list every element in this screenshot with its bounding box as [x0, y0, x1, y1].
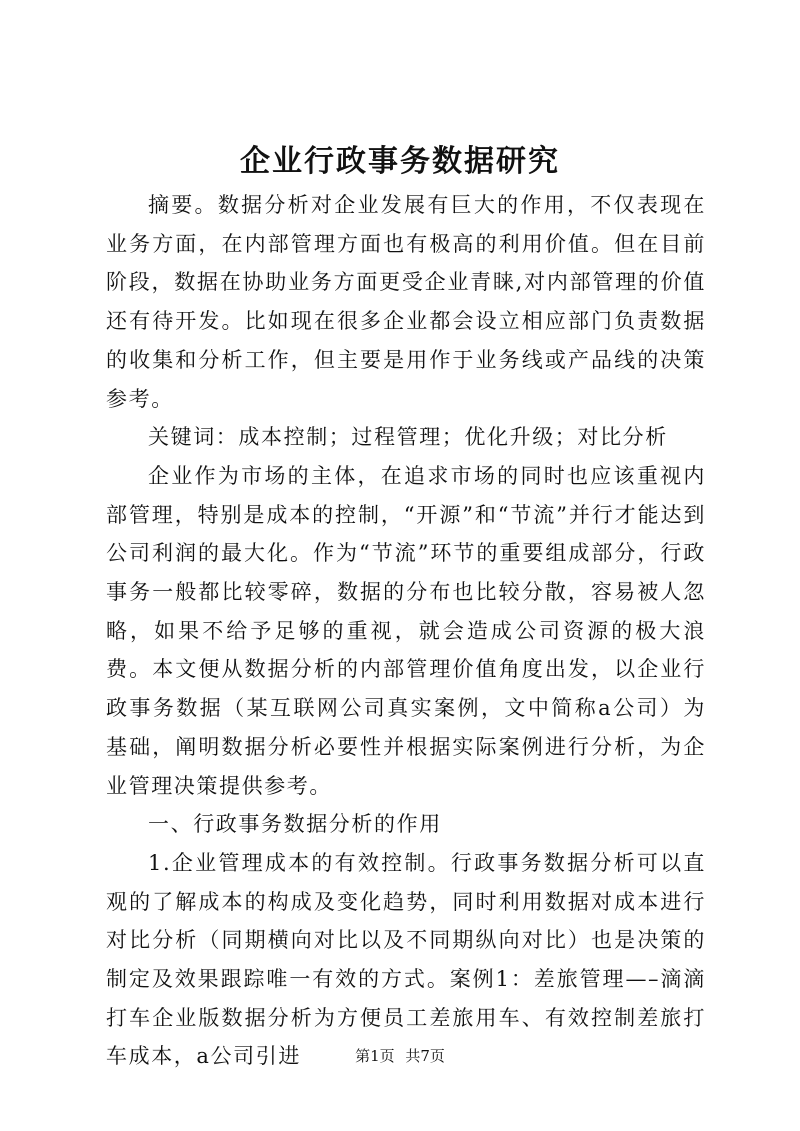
section-heading: 一、行政事务数据分析的作用 — [148, 812, 442, 837]
page-footer — [0, 1046, 800, 1066]
document-body — [106, 186, 706, 1076]
page-number: 第1页 — [355, 1047, 395, 1065]
intro-paragraph: 企业作为市场的主体，在追求市场的同时也应该重视内部管理，特别是成本的控制，“开源”和“节流”并行才能达到公司利润的最大化。作为“节流”环节的重要组成部分，行政事务一般都比较零碎，数据的分布也比较分散，容易被人忽略，如果不给予足够的重视，就会造成公司资源的极大浪费。本文便从数据分析的内部管理价值角度出发，以企业行政事务数据（某互联网公司真实案例，文中简称a公司）为基础，阐明数据分析必要性并根据实际案例进行分析，为企业管理决策提供参考。 — [106, 463, 706, 798]
document-title: 企业行政事务数据研究 — [240, 144, 560, 179]
subsection-paragraph: 1.企业管理成本的有效控制。行政事务数据分析可以直观的了解成本的构成及变化趋势，同时利用数据对成本进行对比分析（同期横向对比以及不同期纵向对比）也是决策的制定及效果跟踪唯一有效的方式。案例1：差旅管理—–滴滴打车企业版数据分析为方便员工差旅用车、有效控制差旅打车成本，a公司引进 — [106, 850, 706, 1069]
keywords-paragraph: 关键词：成本控制；过程管理；优化升级；对比分析 — [148, 425, 668, 450]
page-total: 共7页 — [405, 1047, 445, 1065]
abstract-paragraph: 摘要。数据分析对企业发展有巨大的作用，不仅表现在业务方面，在内部管理方面也有极高的利用价值。但在目前阶段，数据在协助业务方面更受企业青睐,对内部管理的价值还有待开发。比如现在很多企业都会设立相应部门负责数据的收集和分析工作，但主要是用作于业务线或产品线的决策参考。 — [106, 193, 706, 411]
